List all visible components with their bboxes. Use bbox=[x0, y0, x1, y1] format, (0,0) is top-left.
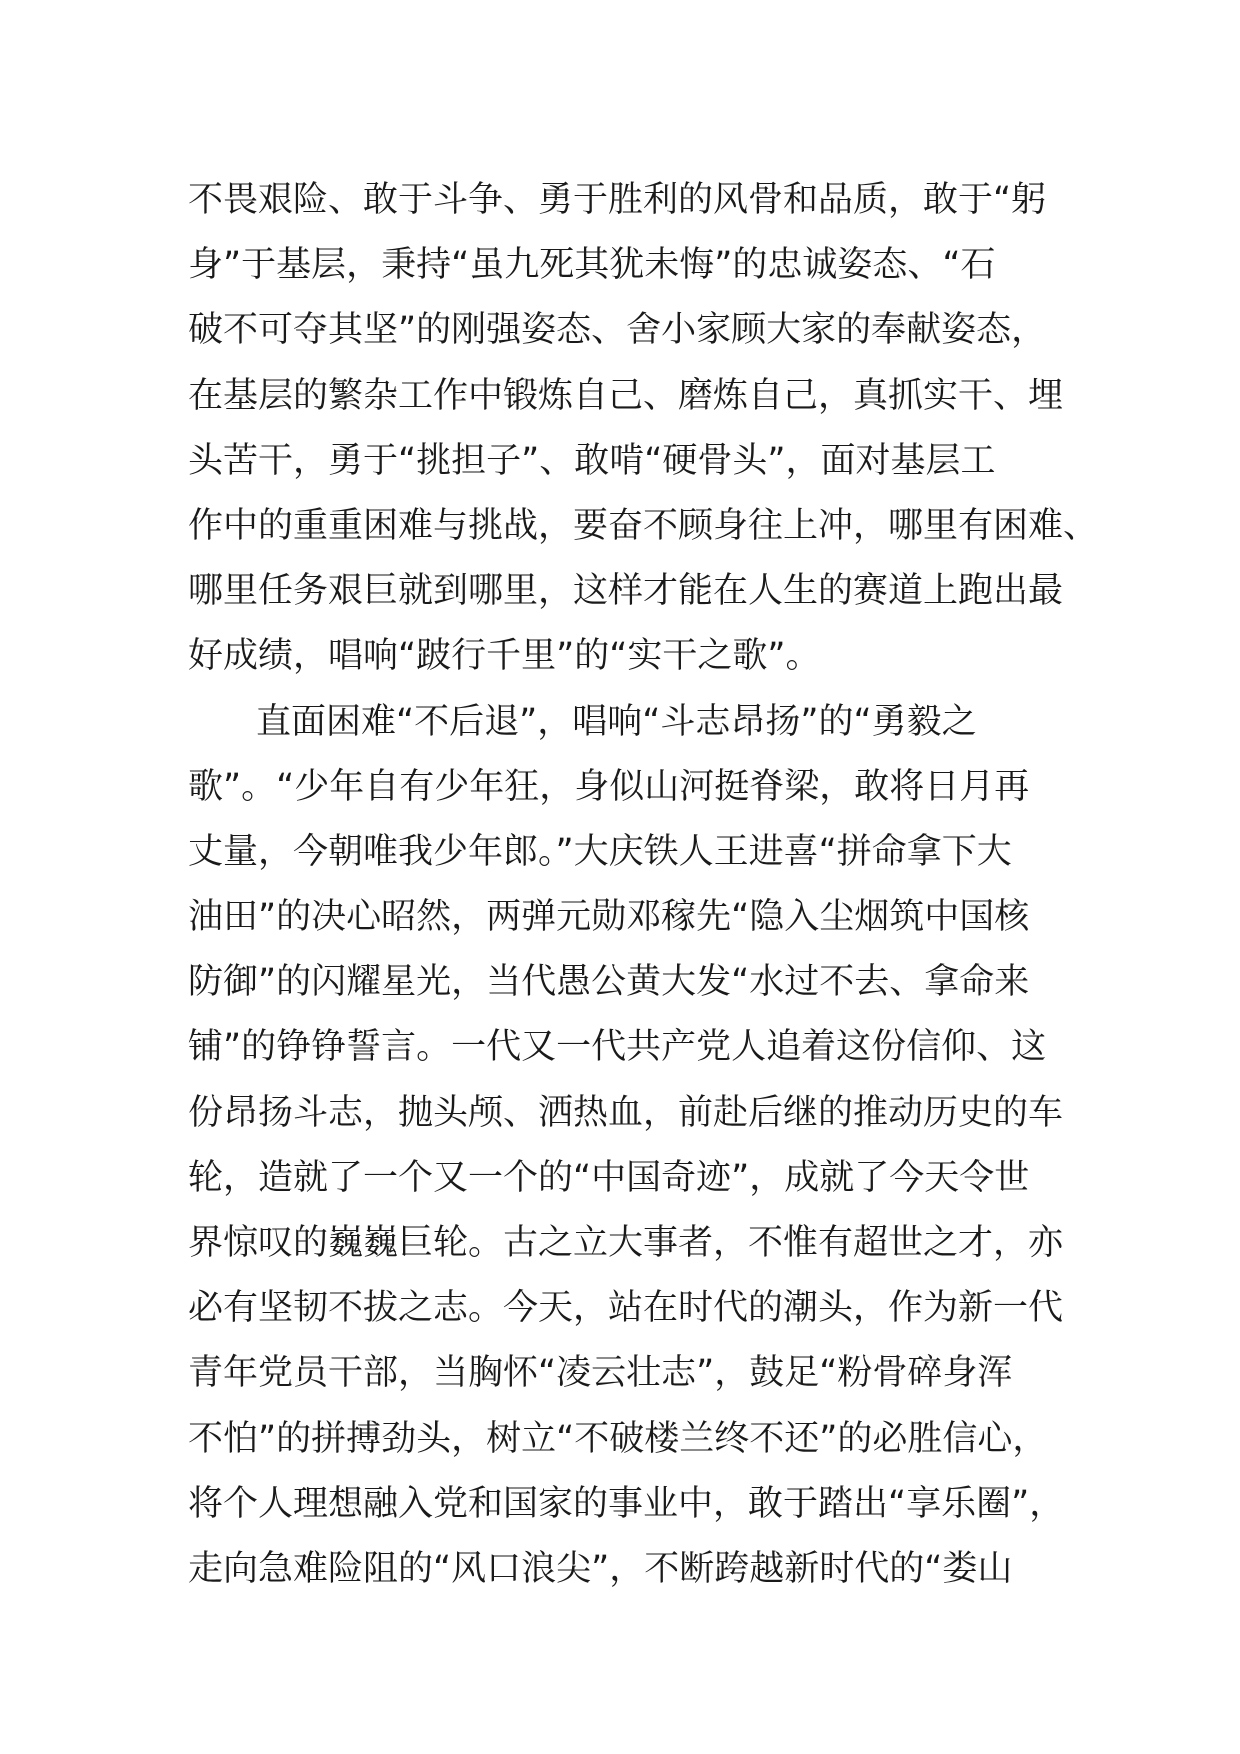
text-line: 走向急难险阻的“风口浪尖”，不断跨越新时代的“娄山 bbox=[188, 1548, 1013, 1589]
text-line: 身”于基层，秉持“虽九死其犹未悔”的忠诚姿态、“石 bbox=[188, 245, 996, 286]
text-line: 哪里任务艰巨就到哪里，这样才能在人生的赛道上跑出最 bbox=[188, 571, 1064, 612]
text-line: 青年党员干部，当胸怀“凌云壮志”，鼓足“粉骨碎身浑 bbox=[188, 1353, 1013, 1394]
text-line: 歌”。“少年自有少年狂，身似山河挺脊梁，敢将日月再 bbox=[188, 766, 1030, 807]
text-line: 防御”的闪耀星光，当代愚公黄大发“水过不去、拿命来 bbox=[188, 962, 1030, 1003]
text-line: 必有坚韧不拔之志。今天，站在时代的潮头，作为新一代 bbox=[188, 1288, 1064, 1329]
text-line: 在基层的繁杂工作中锻炼自己、磨炼自己，真抓实干、埋 bbox=[188, 375, 1064, 416]
paragraph-first-line: 直面困难“不后退”，唱响“斗志昂扬”的“勇毅之 bbox=[256, 701, 977, 742]
text-line: 将个人理想融入党和国家的事业中，敢于踏出“享乐圈”， bbox=[188, 1483, 1065, 1524]
text-line: 头苦干，勇于“挑担子”、敢啃“硬骨头”，面对基层工 bbox=[188, 440, 996, 481]
text-line: 不怕”的拼搏劲头，树立“不破楼兰终不还”的必胜信心， bbox=[188, 1418, 1048, 1459]
body-text bbox=[188, 168, 1099, 1602]
text-line: 铺”的铮铮誓言。一代又一代共产党人追着这份信仰、这 bbox=[188, 1027, 1047, 1068]
text-line: 轮，造就了一个又一个的“中国奇迹”，成就了今天令世 bbox=[188, 1157, 1030, 1198]
text-line: 份昂扬斗志，抛头颅、洒热血，前赴后继的推动历史的车 bbox=[188, 1092, 1064, 1133]
text-line: 好成绩，唱响“跛行千里”的“实干之歌”。 bbox=[188, 636, 821, 677]
text-line: 油田”的决心昭然，两弹元勋邓稼先“隐入尘烟筑中国核 bbox=[188, 897, 1030, 938]
text-line: 丈量，今朝唯我少年郎。”大庆铁人王进喜“拼命拿下大 bbox=[188, 831, 1012, 872]
text-line: 破不可夺其坚”的刚强姿态、舍小家顾大家的奉献姿态， bbox=[188, 310, 1047, 351]
text-line: 作中的重重困难与挑战，要奋不顾身往上冲，哪里有困难、 bbox=[188, 505, 1099, 546]
text-line: 不畏艰险、敢于斗争、勇于胜利的风骨和品质，敢于“躬 bbox=[188, 180, 1047, 220]
text-line: 界惊叹的巍巍巨轮。古之立大事者，不惟有超世之才，亦 bbox=[188, 1223, 1064, 1263]
